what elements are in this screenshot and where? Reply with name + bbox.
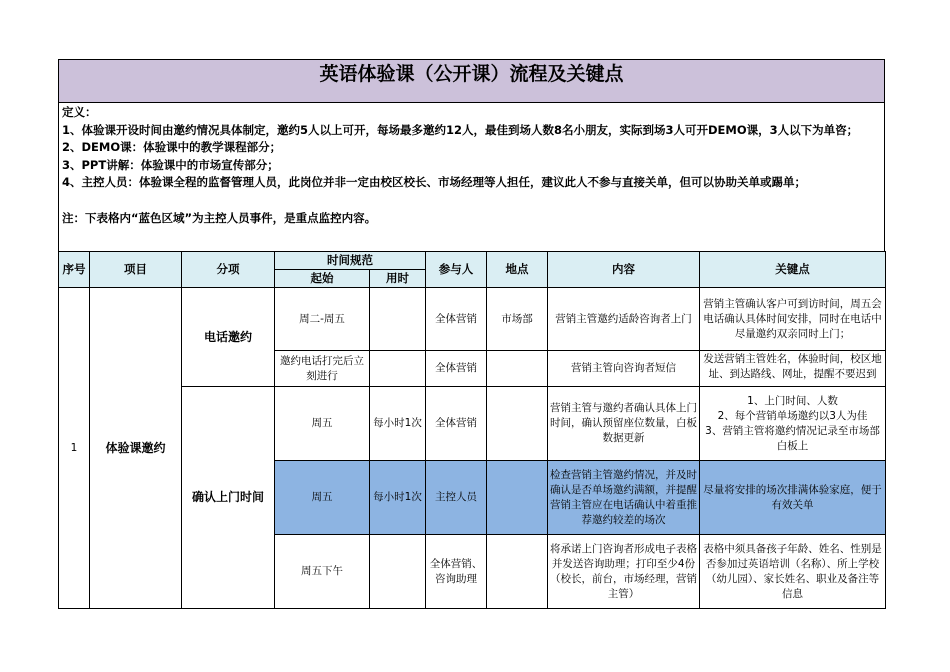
header-time-group: 时间规范 — [275, 252, 426, 270]
cell-duration: 每小时1次 — [370, 387, 426, 461]
cell-location — [487, 351, 548, 387]
cell-location: 市场部 — [487, 288, 548, 351]
table-row — [59, 387, 886, 461]
subitem-confirm-visit-time: 确认上门时间 — [182, 387, 275, 609]
row-seq: 1 — [59, 288, 90, 609]
subitem-phone-invite: 电话邀约 — [182, 288, 275, 387]
cell-participants: 全体营销 — [426, 351, 487, 387]
header-key-points: 关键点 — [700, 252, 886, 288]
cell-location — [487, 535, 548, 609]
cell-duration: 每小时1次 — [370, 461, 426, 535]
header-location: 地点 — [487, 252, 548, 288]
header-subitem: 分项 — [182, 252, 275, 288]
header-participants: 参与人 — [426, 252, 487, 288]
definitions-heading: 定义： — [62, 105, 97, 119]
cell-location — [487, 387, 548, 461]
cell-duration — [370, 351, 426, 387]
cell-key-points: 营销主管确认客户可到访时间，周五会电话确认具体时间安排，同时在电话中尽量邀约双亲同时上门； — [700, 288, 886, 351]
cell-key-points: 发送营销主管姓名，体验时间，校区地址、到达路线、网址，提醒不要迟到 — [700, 351, 886, 387]
process-table — [58, 251, 886, 609]
cell-duration — [370, 288, 426, 351]
cell-key-points: 尽量将安排的场次排满体验家庭，便于有效关单 — [700, 461, 886, 535]
cell-content: 营销主管向咨询者短信 — [548, 351, 700, 387]
header-seq: 序号 — [59, 252, 90, 288]
cell-participants: 全体营销、咨询助理 — [426, 535, 487, 609]
cell-participants: 全体营销 — [426, 288, 487, 351]
cell-content: 检查营销主管邀约情况，并及时确认是否单场邀约满额，并提醒营销主管应在电话确认中着重推荐邀约较差的场次 — [548, 461, 700, 535]
header-start: 起始 — [275, 270, 370, 288]
definitions-block — [58, 103, 885, 251]
definition-line: 2、DEMO课：体验课中的教学课程部分； — [62, 140, 282, 155]
header-duration: 用时 — [370, 270, 426, 288]
cell-start: 周二-周五 — [275, 288, 370, 351]
cell-start: 邀约电话打完后立刻进行 — [275, 351, 370, 387]
cell-start: 周五 — [275, 461, 370, 535]
cell-content: 将承诺上门咨询者形成电子表格并发送咨询助理；打印至少4份（校长，前台，市场经理，营销主管） — [548, 535, 700, 609]
cell-start: 周五下午 — [275, 535, 370, 609]
cell-participants: 主控人员 — [426, 461, 487, 535]
definitions-note: 注：下表格内“蓝色区域”为主控人员事件，是重点监控内容。 — [62, 210, 377, 225]
cell-duration — [370, 535, 426, 609]
spreadsheet — [58, 59, 885, 609]
header-project: 项目 — [90, 252, 182, 288]
cell-content: 营销主管与邀约者确认具体上门时间，确认预留座位数量，白板数据更新 — [548, 387, 700, 461]
definition-line: 4、主控人员：体验课全程的监督管理人员，此岗位并非一定由校区校长、市场经理等人担任，建议此人不参与直接关单，但可以协助关单或踢单； — [62, 175, 806, 190]
definition-line: 3、PPT讲解：体验课中的市场宣传部分； — [62, 157, 279, 172]
definition-line: 1、体验课开设时间由邀约情况具体制定，邀约5人以上可开，每场最多邀约12人，最佳到场人数8名小朋友，实际到场3人可开DEMO课，3人以下为单咨； — [62, 122, 859, 137]
cell-location — [487, 461, 548, 535]
row-project: 体验课邀约 — [90, 288, 182, 609]
header-content: 内容 — [548, 252, 700, 288]
cell-key-points: 1、上门时间、人数 2、每个营销单场邀约以3人为佳 3、营销主管将邀约情况记录至市场部白板上 — [700, 387, 886, 461]
page-title: 英语体验课（公开课）流程及关键点 — [58, 59, 885, 103]
table-row — [59, 288, 886, 351]
cell-start: 周五 — [275, 387, 370, 461]
cell-participants: 全体营销 — [426, 387, 487, 461]
cell-key-points: 表格中须具备孩子年龄、姓名、性别是否参加过英语培训（名称）、所上学校（幼儿园）、家长姓名、职业及备注等信息 — [700, 535, 886, 609]
cell-content: 营销主管邀约适龄咨询者上门 — [548, 288, 700, 351]
